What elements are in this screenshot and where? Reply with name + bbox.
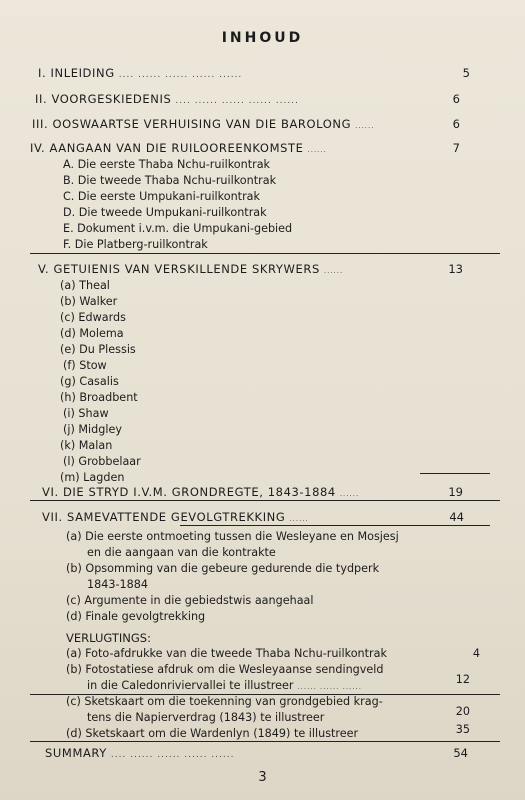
toc-entry-label: II. VOORGESKIEDENIS [35, 92, 172, 106]
subentry: (e) Du Plessis [60, 343, 136, 356]
subentry: (j) Midgley [63, 423, 122, 436]
toc-entry-4 [0, 139, 525, 157]
illustration-entry: (d) Sketskaart om die Wardenlyn (1849) te illustreer [66, 727, 359, 740]
subentry: (i) Shaw [63, 407, 109, 420]
section-divider [30, 741, 500, 742]
toc-entry-page: 19 [448, 485, 463, 499]
toc-entry-label: III. OOSWAARTSE VERHUISING VAN DIE BAROLONG [32, 117, 352, 131]
leader-dots: ...... [307, 146, 327, 154]
page-title: INHOUD [221, 30, 304, 46]
toc-entry-page: 5 [462, 66, 470, 80]
subentry: (g) Casalis [60, 375, 119, 388]
toc-entry-2 [0, 90, 525, 108]
page-number: 3 [258, 770, 267, 785]
illustration-entry: (b) Fotostatiese afdruk om die Wesleyaanse sendingveld [66, 663, 384, 676]
illustration-page: 4 [472, 647, 480, 660]
toc-entry-page: 7 [452, 141, 460, 155]
toc-entry-page: 44 [449, 510, 464, 524]
leader-dots: ...... [339, 490, 360, 498]
subentry: (c) Edwards [60, 311, 126, 324]
toc-entry-label: SUMMARY [45, 746, 107, 760]
subentry: A. Die eerste Thaba Nchu-ruilkontrak [63, 158, 271, 171]
illustration-entry: (a) Foto-afdrukke van die tweede Thaba Nchu-ruilkontrak [66, 647, 387, 660]
subentry: C. Die eerste Umpukani-ruilkontrak [63, 190, 260, 203]
section-divider [180, 525, 490, 526]
section-divider [420, 473, 490, 474]
subentry: (l) Grobbelaar [63, 455, 141, 468]
toc-entry-5 [0, 260, 525, 278]
illustration-page: 12 [455, 673, 470, 686]
illustrations-heading: VERLUGTINGS: [66, 631, 151, 645]
subentry: (a) Die eerste ontmoeting tussen die Wesleyane en Mosjesj [66, 530, 399, 543]
subentry: B. Die tweede Thaba Nchu-ruilkontrak [63, 174, 277, 187]
subentry: (d) Finale gevolgtrekking [66, 610, 206, 623]
toc-entry-page: 6 [452, 117, 460, 131]
toc-entry-label: I. INLEIDING [38, 66, 115, 80]
toc-entry-7 [0, 508, 525, 526]
subentry: en die aangaan van die kontrakte [87, 546, 276, 559]
toc-entry-1 [0, 64, 525, 82]
leader-dots: ...... [323, 267, 344, 275]
illustration-entry: (c) Sketskaart om die toekenning van grondgebied krag- [66, 695, 383, 708]
subentry: E. Dokument i.v.m. die Umpukani-gebied [63, 222, 293, 235]
subentry: (b) Walker [60, 295, 118, 308]
subentry: (k) Malan [60, 439, 113, 452]
toc-entry-label: VII. SAMEVATTENDE GEVOLGTREKKING [42, 510, 286, 524]
section-divider [30, 253, 500, 254]
leader-dots: .... ...... ...... ...... ...... [118, 70, 243, 80]
toc-entry-label: IV. AANGAAN VAN DIE RUILOOREENKOMSTE [30, 141, 304, 155]
subentry: 1843-1884 [87, 578, 148, 591]
toc-entry-3 [0, 115, 525, 133]
toc-entry-label: V. GETUIENIS VAN VERSKILLENDE SKRYWERS [38, 262, 320, 276]
subentry: (m) Lagden [60, 471, 125, 484]
toc-entry-label: VI. DIE STRYD I.V.M. GRONDREGTE, 1843-1884 [42, 485, 336, 499]
toc-entry-page: 6 [452, 92, 460, 106]
leader-dots: .... ...... ...... ...... ...... [175, 96, 299, 106]
illustration-entry-cont: tens die Napierverdrag (1843) te illustreer [87, 711, 325, 724]
leader-dots: ...... [355, 122, 375, 130]
illustration-page: 20 [455, 705, 470, 718]
leader-dots: ...... ...... ...... [297, 683, 362, 691]
subentry: (a) Theal [60, 279, 110, 292]
toc-entry-summary [0, 744, 525, 762]
subentry: F. Die Platberg-ruilkontrak [63, 238, 208, 251]
toc-entry-page: 13 [448, 262, 463, 276]
subentry: (c) Argumente in die gebiedstwis aangehaal [66, 594, 314, 607]
subentry: (b) Opsomming van die gebeure gedurende die tydperk [66, 562, 380, 575]
subentry: (h) Broadbent [60, 391, 138, 404]
subentry: D. Die tweede Umpukani-ruilkontrak [63, 206, 267, 219]
illustration-page: 35 [455, 723, 470, 736]
toc-entry-6 [0, 483, 525, 501]
leader-dots: ...... [289, 515, 309, 523]
toc-entry-page: 54 [453, 746, 468, 760]
subentry: (f) Stow [63, 359, 107, 372]
illustration-entry-cont: in die Caledonriviervallei te illustreer ...... ...... ...... [87, 678, 362, 695]
leader-dots: .... ...... ...... ...... ...... [110, 750, 235, 760]
section-divider [30, 500, 500, 501]
subentry: (d) Molema [60, 327, 124, 340]
